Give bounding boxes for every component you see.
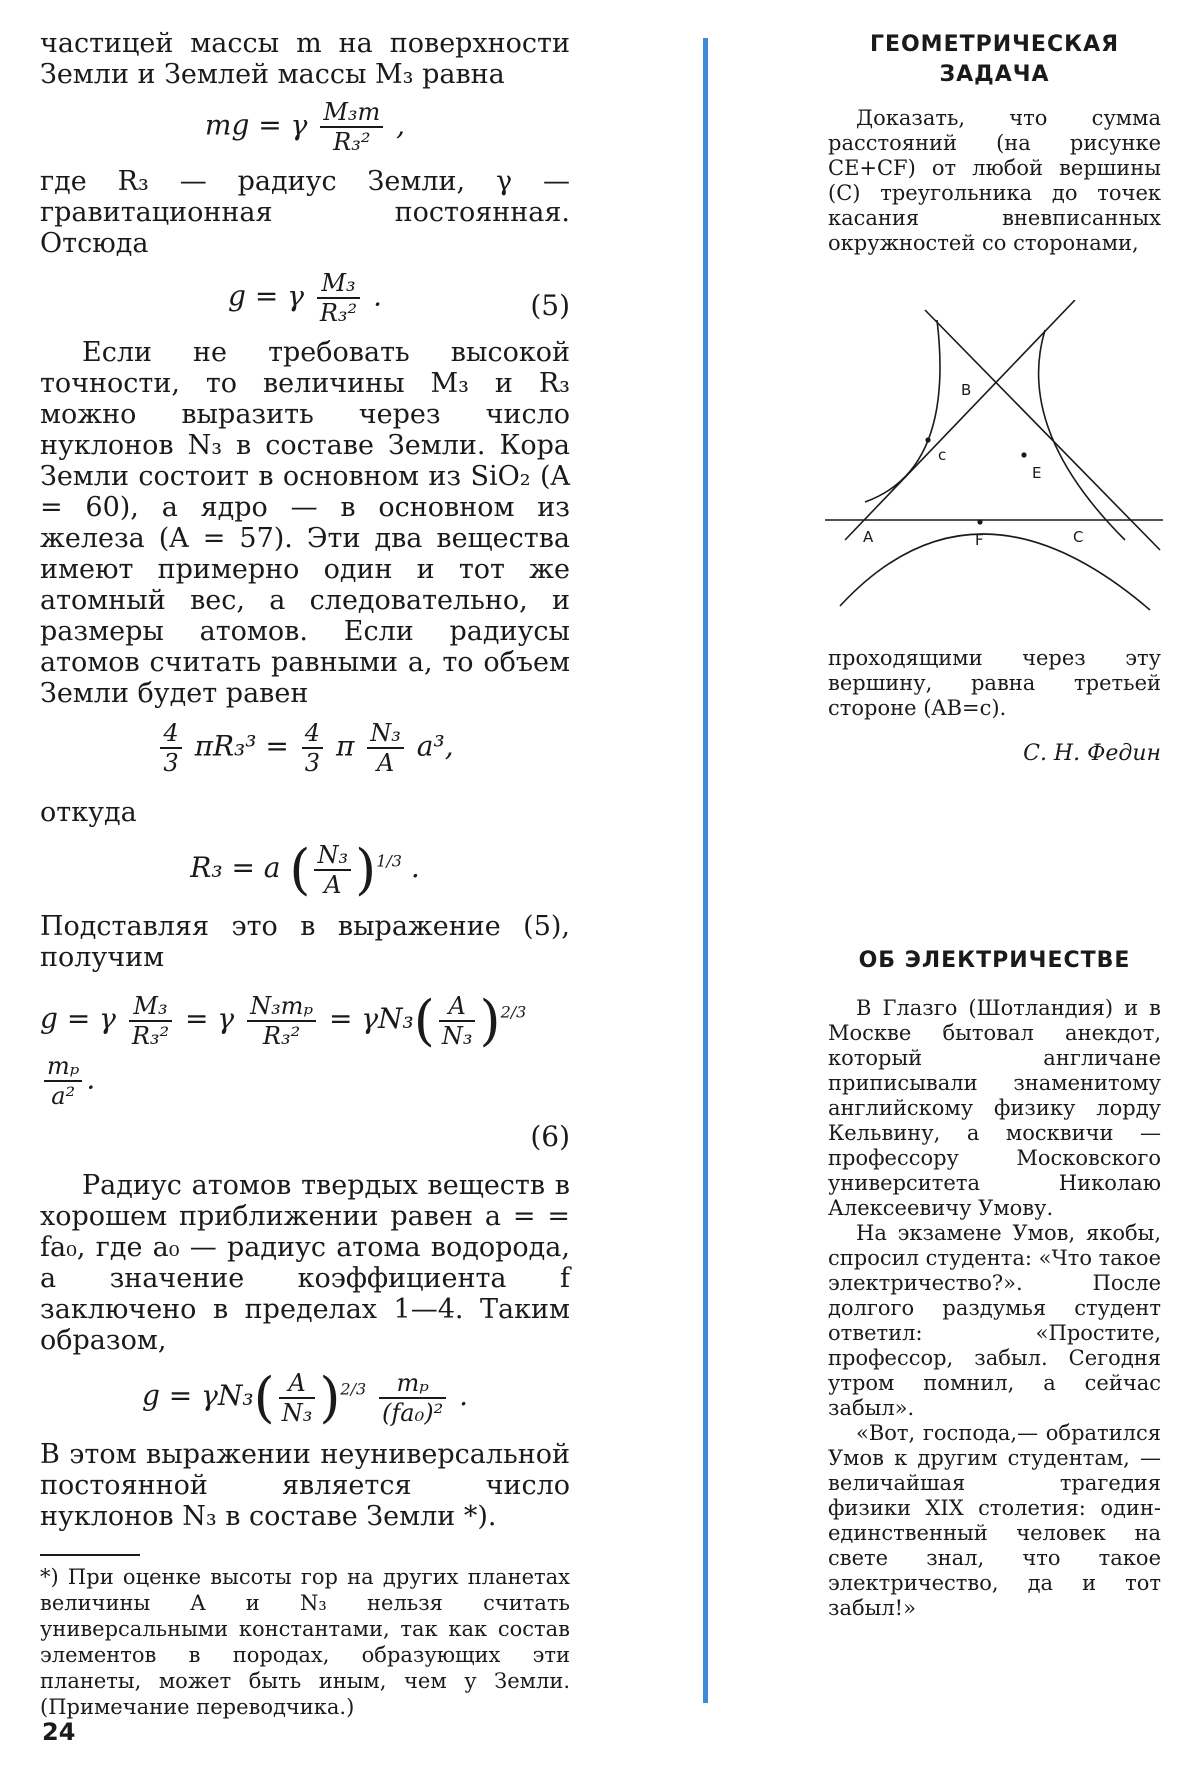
f6-frac-2 — [247, 992, 316, 1050]
final-tail: . — [459, 1379, 469, 1412]
formula-6 — [40, 989, 570, 1110]
final-frac-2 — [379, 1369, 446, 1427]
paragraph-4: откуда — [40, 797, 137, 828]
frac-b-num: 4 — [302, 719, 323, 749]
geometry-title-line-1: ГЕОМЕТРИЧЕСКАЯ — [869, 32, 1120, 57]
line-ab-extended — [845, 300, 1075, 540]
formula-6-number-row — [40, 1120, 570, 1156]
geometry-author: С. Н. Федин — [1023, 741, 1161, 766]
final-n1: A — [279, 1369, 316, 1399]
volume-mid-2: π — [335, 729, 355, 763]
formula-1 — [40, 98, 570, 156]
equation-number-5: (5) — [530, 289, 570, 322]
formula-5 — [40, 269, 570, 327]
electricity-story — [828, 946, 1161, 1621]
f6-eq1: = γ — [185, 1002, 235, 1035]
electricity-title: ОБ ЭЛЕКТРИЧЕСТВЕ — [858, 948, 1131, 973]
frac-a-num: 4 — [160, 719, 181, 749]
paragraph-1: частицей массы m на поверхности Земли и Землей массы M₃ равна — [40, 28, 570, 90]
final-paren-open: ( — [253, 1366, 275, 1429]
frac-c-den: A — [376, 749, 395, 777]
formula-5-fraction — [317, 269, 360, 327]
fraction-4-3-b — [302, 719, 323, 777]
formula-1-fraction — [320, 98, 383, 156]
formula-1-lhs: mg = γ — [204, 108, 308, 142]
paragraph-5: Подставляя это в выражение (5), получим — [40, 911, 570, 973]
label-b: B — [961, 381, 972, 399]
frac-c-num: N₃ — [367, 719, 404, 749]
formula-5-numerator: M₃ — [317, 269, 360, 299]
f6-frac-4 — [44, 1052, 82, 1110]
line-bc-extended — [925, 310, 1160, 550]
f6-n4: mₚ — [44, 1052, 82, 1082]
final-lhs: g = γN₃ — [141, 1379, 254, 1412]
f6-exponent: 2/3 — [500, 1002, 527, 1022]
tangent-point-c — [925, 437, 930, 442]
tangent-point-e — [1021, 452, 1026, 457]
excircle-arc-right — [1039, 330, 1125, 540]
volume-mid-1: πR₃³ = — [194, 729, 289, 763]
radius-lhs: R₃ = a — [190, 851, 281, 884]
label-e: E — [1032, 464, 1042, 482]
electricity-p3: «Вот, господа,— обратился Умов к другим студентам, — величайшая трагедия физики XIX столетия: один-единственный человек на свете знал, что такое электричество, да и тот забыл!» — [828, 1421, 1161, 1620]
paragraph-6: Радиус атомов твердых веществ в хорошем приближении равен a = = fa₀, где a₀ — радиус атома водорода, а значение коэффициента f заключено в пределах 1—4. Таким образом, — [40, 1170, 570, 1356]
formula-5-denominator: R₃² — [319, 299, 358, 327]
label-a: A — [863, 528, 874, 546]
radius-fraction — [314, 841, 351, 899]
final-n2: mₚ — [379, 1369, 446, 1399]
left-column — [40, 28, 570, 1720]
frac-a-den: 3 — [163, 749, 179, 777]
volume-tail: a³, — [416, 729, 454, 763]
tangent-point-f — [977, 519, 982, 524]
label-c-side: c — [938, 446, 947, 464]
radius-num: N₃ — [314, 841, 351, 871]
f6-n3: A — [439, 992, 476, 1022]
footnote-rule — [40, 1554, 140, 1556]
formula-radius — [40, 838, 570, 901]
f6-d1: R₃² — [131, 1021, 170, 1050]
label-c-vertex: C — [1073, 528, 1084, 546]
f6-lhs: g = γ — [40, 1002, 116, 1035]
formula-final — [40, 1366, 570, 1429]
paren-open: ( — [289, 838, 311, 901]
geometry-text-2: проходящими через эту вершину, равна третьей стороне (AB=c). — [828, 646, 1161, 720]
equation-number-6: (6) — [530, 1120, 570, 1153]
f6-d4: a² — [51, 1082, 76, 1110]
radius-exponent: 1/3 — [376, 851, 402, 871]
geometry-text-1: Доказать, что сумма расстояний (на рисунке CE+CF) от любой вершины (C) треугольника до точек касания вневписанных окружностей со сторонами, — [828, 106, 1161, 255]
f6-eq2: = γN₃ — [328, 1002, 414, 1035]
f6-d2: R₃² — [262, 1021, 301, 1050]
final-d1: N₃ — [281, 1398, 313, 1427]
geometry-title-line-2: ЗАДАЧА — [939, 62, 1050, 87]
f6-d3: N₃ — [441, 1021, 473, 1050]
formula-5-lhs: g = γ — [228, 279, 304, 313]
f6-frac-3 — [439, 992, 476, 1050]
formula-5-tail: . — [373, 279, 382, 313]
f6-frac-1 — [129, 992, 172, 1050]
excircle-diagram — [825, 300, 1163, 618]
formula-1-tail: , — [396, 108, 406, 142]
final-frac-1 — [279, 1369, 316, 1427]
geometry-continuation — [828, 646, 1161, 788]
final-d2: (fa₀)² — [382, 1398, 444, 1427]
paragraph-3: Если не требовать высокой точности, то величины M₃ и R₃ можно выразить через число нуклонов N₃ в составе Земли. Кора Земли состоит в основном из SiO₂ (A = 60), а ядро — в основном из железа (A = 57). Эти два вещества имеют примерно один и тот же атомный вес, а следовательно, и размеры атомов. Если радиусы атомов считать равными a, то объем Земли будет равен — [40, 337, 570, 709]
fraction-4-3-a — [160, 719, 181, 777]
footnote: *) При оценке высоты гор на других планетах величины A и N₃ нельзя считать универсальными константами, так как состав элементов в породах, образующих эти планеты, может быть иным, чем у Земли. (Примечание переводчика.) — [40, 1565, 570, 1719]
frac-b-den: 3 — [304, 749, 321, 777]
f6-paren-open: ( — [413, 989, 435, 1052]
paragraph-7: В этом выражении неуниверсальной постоянной является число нуклонов N₃ в составе Земли *). — [40, 1439, 570, 1532]
paragraph-2: где R₃ — радиус Земли, γ — гравитационная постоянная. Отсюда — [40, 166, 570, 259]
radius-tail: . — [410, 851, 420, 884]
geometry-problem — [828, 30, 1161, 256]
excircle-arc-left — [865, 320, 940, 502]
final-exponent: 2/3 — [340, 1379, 367, 1399]
f6-n1: M₃ — [129, 992, 172, 1022]
electricity-p1: В Глазго (Шотландия) и в Москве бытовал анекдот, который англичане приписывали знаменитому английскому физику лорду Кельвину, а москвичи — профессору Московского университета Николаю Алексеевичу Умову. — [828, 996, 1161, 1220]
formula-1-numerator: M₃m — [320, 98, 383, 128]
formula-1-denominator: R₃² — [333, 128, 371, 156]
paren-close: ) — [355, 838, 377, 901]
radius-den: A — [324, 870, 342, 899]
f6-tail: . — [86, 1062, 96, 1096]
page-number: 24 — [42, 1718, 76, 1746]
label-f: F — [975, 531, 984, 549]
f6-paren-close: ) — [479, 989, 501, 1052]
f6-n2: N₃mₚ — [247, 992, 316, 1022]
fraction-n-a — [367, 719, 404, 777]
column-divider — [703, 38, 708, 1703]
final-paren-close: ) — [319, 1366, 341, 1429]
formula-volume — [40, 719, 570, 777]
excircle-arc-bottom — [840, 534, 1150, 610]
electricity-p2: На экзамене Умов, якобы, спросил студента: «Что такое электричество?». После долгого раздумья студент ответил: «Простите, профессор, забыл. Сегодня утром помнил, а сейчас забыл». — [828, 1221, 1161, 1420]
